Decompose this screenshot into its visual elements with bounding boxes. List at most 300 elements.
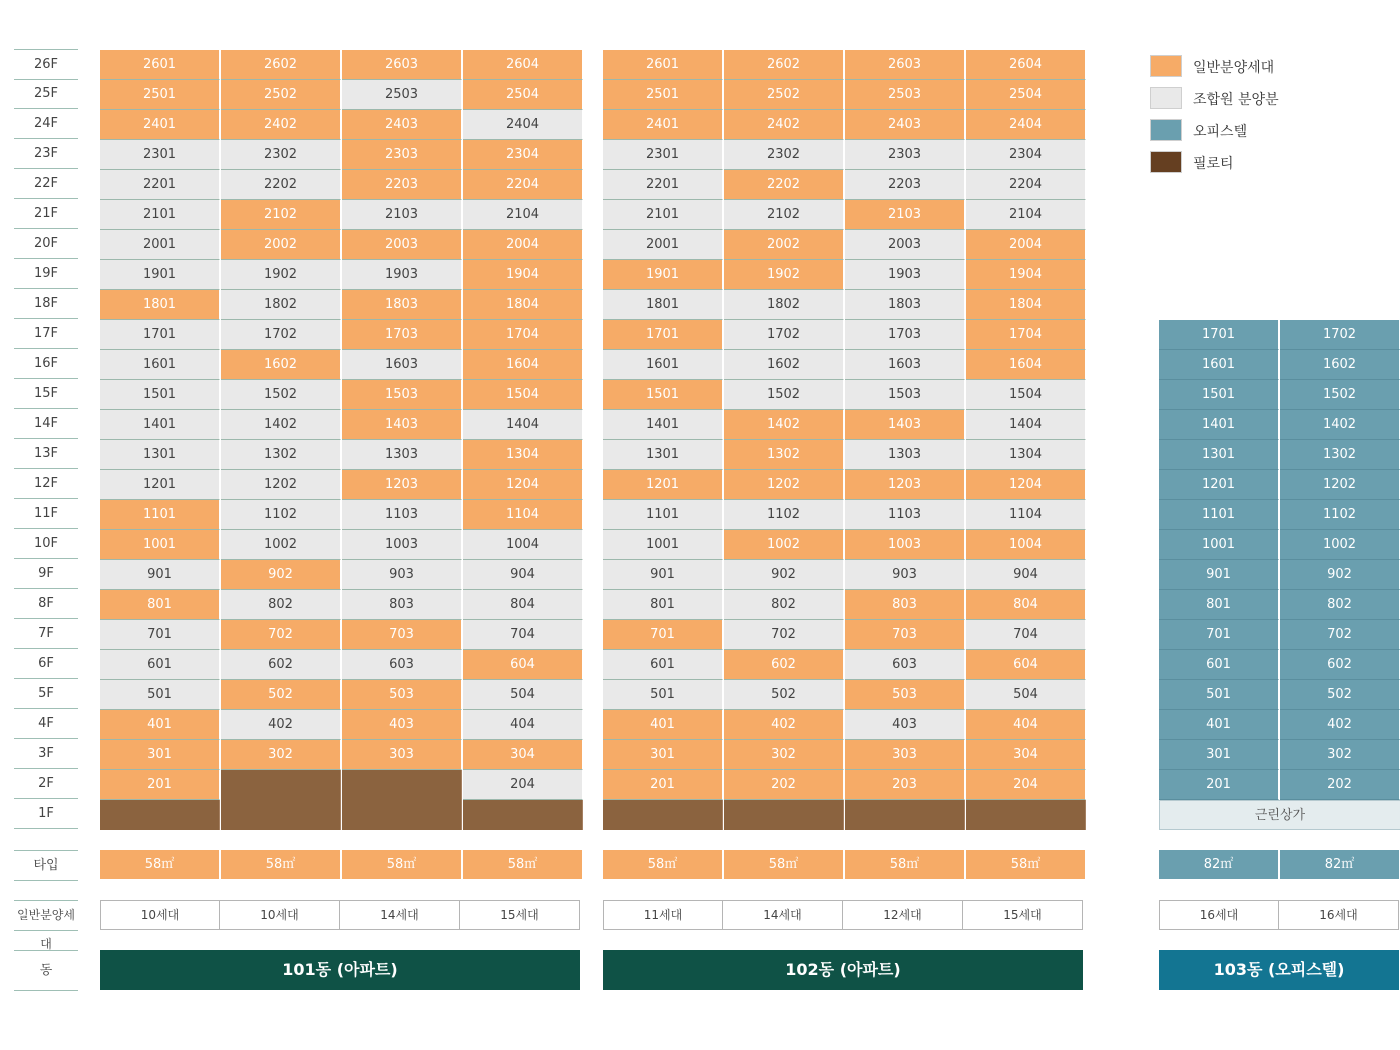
unit-cell-union: 1701: [100, 320, 220, 350]
unit-cell-office: 1501: [1159, 380, 1279, 410]
unit-cell-sale: 703: [342, 620, 462, 650]
unit-cell-sale: 2403: [342, 110, 462, 140]
floor-label: 21F: [14, 199, 78, 229]
unit-cell-sale: 604: [966, 650, 1086, 680]
legend-swatch-piloti: [1150, 151, 1182, 173]
unit-cell-office: 201: [1159, 770, 1279, 800]
unit-cell-sale: 604: [463, 650, 583, 680]
unit-cell-sale: 1504: [463, 380, 583, 410]
commercial-cell: 근린상가: [1159, 800, 1400, 830]
unit-cell-office: 301: [1159, 740, 1279, 770]
unit-cell-sale: 1501: [603, 380, 723, 410]
unit-cell-office: 1102: [1280, 500, 1400, 530]
unit-cell-office: 1402: [1280, 410, 1400, 440]
unit-cell-office: 702: [1280, 620, 1400, 650]
floor-label: 6F: [14, 649, 78, 679]
piloti-cell: [342, 800, 462, 830]
unit-cell-sale: 703: [845, 620, 965, 650]
unit-cell-union: 2001: [603, 230, 723, 260]
unit-cell-union: 1404: [463, 410, 583, 440]
unit-cell-office: 1201: [1159, 470, 1279, 500]
building-name-bar: 102동 (아파트): [603, 950, 1083, 990]
unit-cell-union: 1703: [845, 320, 965, 350]
unit-cell-union: 702: [724, 620, 844, 650]
unit-cell-union: 903: [845, 560, 965, 590]
unit-cell-sale: 402: [724, 710, 844, 740]
legend-label-office: 오피스텔: [1193, 124, 1248, 140]
unit-cell-sale: 2004: [463, 230, 583, 260]
unit-cell-sale: 2603: [845, 50, 965, 80]
legend-label-union: 조합원 분양분: [1193, 92, 1279, 108]
unit-cell-union: 1903: [342, 260, 462, 290]
unit-cell-sale: 503: [342, 680, 462, 710]
unit-cell-union: 1903: [845, 260, 965, 290]
unit-cell-sale: 401: [603, 710, 723, 740]
type-cell: 82㎡: [1159, 850, 1279, 879]
floor-label: 1F: [14, 799, 78, 829]
unit-cell-sale: 1704: [463, 320, 583, 350]
unit-cell-union: 904: [463, 560, 583, 590]
unit-cell-union: 204: [463, 770, 583, 800]
floor-label: 24F: [14, 109, 78, 139]
unit-cell-sale: 602: [724, 650, 844, 680]
dong-row-label: 동: [14, 950, 78, 991]
unit-cell-union: 1503: [845, 380, 965, 410]
unit-cell-sale: 2004: [966, 230, 1086, 260]
floor-label: 15F: [14, 379, 78, 409]
floor-label: 4F: [14, 709, 78, 739]
unit-cell-sale: 201: [603, 770, 723, 800]
unit-cell-union: 2302: [724, 140, 844, 170]
unit-cell-union: 1901: [100, 260, 220, 290]
unit-cell-sale: 1402: [724, 410, 844, 440]
unit-cell-sale: 304: [463, 740, 583, 770]
sale-count-cell: 15세대: [460, 900, 580, 930]
type-cell: 58㎡: [845, 850, 965, 879]
unit-cell-sale: 2303: [342, 140, 462, 170]
unit-cell-union: 2104: [966, 200, 1086, 230]
sale-count-cell: 14세대: [723, 900, 843, 930]
unit-cell-sale: 301: [603, 740, 723, 770]
unit-cell-union: 1402: [221, 410, 341, 440]
unit-cell-union: 2102: [724, 200, 844, 230]
unit-cell-union: 1601: [603, 350, 723, 380]
unit-cell-union: 1401: [100, 410, 220, 440]
unit-cell-union: 1602: [724, 350, 844, 380]
unit-cell-union: 1603: [342, 350, 462, 380]
unit-cell-sale: 2402: [221, 110, 341, 140]
unit-cell-sale: 701: [603, 620, 723, 650]
unit-cell-sale: 304: [966, 740, 1086, 770]
unit-cell-sale: 2501: [100, 80, 220, 110]
unit-cell-union: 1303: [845, 440, 965, 470]
building-name-bar: 101동 (아파트): [100, 950, 580, 990]
unit-cell-sale: 902: [221, 560, 341, 590]
building-name-bar: 103동 (오피스텔): [1159, 950, 1399, 990]
unit-cell-union: 1404: [966, 410, 1086, 440]
floor-label: 10F: [14, 529, 78, 559]
unit-cell-union: 901: [100, 560, 220, 590]
unit-cell-sale: 1403: [342, 410, 462, 440]
floor-label: 12F: [14, 469, 78, 499]
type-cell: 58㎡: [724, 850, 844, 879]
unit-cell-union: 1502: [221, 380, 341, 410]
piloti-cell: [724, 800, 844, 830]
sale-count-cell: 15세대: [963, 900, 1083, 930]
piloti-cell: [221, 800, 341, 830]
unit-cell-sale: 2202: [724, 170, 844, 200]
unit-cell-sale: 804: [966, 590, 1086, 620]
unit-cell-sale: 2604: [966, 50, 1086, 80]
floor-label: 11F: [14, 499, 78, 529]
unit-cell-union: 704: [463, 620, 583, 650]
floor-label: 3F: [14, 739, 78, 769]
sale-count-cell: 11세대: [603, 900, 723, 930]
floor-label: 16F: [14, 349, 78, 379]
unit-cell-office: 1602: [1280, 350, 1400, 380]
unit-cell-union: 1502: [724, 380, 844, 410]
unit-cell-union: 2202: [221, 170, 341, 200]
unit-cell-office: 1401: [1159, 410, 1279, 440]
unit-cell-sale: 2604: [463, 50, 583, 80]
unit-cell-sale: 2502: [724, 80, 844, 110]
unit-cell-sale: 1203: [845, 470, 965, 500]
unit-cell-union: 1301: [100, 440, 220, 470]
floor-label: 14F: [14, 409, 78, 439]
sale-count-cell: 16세대: [1159, 900, 1279, 930]
unit-cell-office: 801: [1159, 590, 1279, 620]
unit-cell-office: 502: [1280, 680, 1400, 710]
unit-cell-union: 2302: [221, 140, 341, 170]
unit-cell-sale: 401: [100, 710, 220, 740]
unit-cell-sale: 203: [845, 770, 965, 800]
floor-label: 20F: [14, 229, 78, 259]
unit-cell-sale: 502: [221, 680, 341, 710]
unit-cell-union: 1603: [845, 350, 965, 380]
unit-cell-union: 902: [724, 560, 844, 590]
unit-cell-sale: 1001: [100, 530, 220, 560]
unit-cell-union: 2503: [342, 80, 462, 110]
legend-swatch-office: [1150, 119, 1182, 141]
unit-cell-union: 2101: [100, 200, 220, 230]
unit-cell-sale: 2601: [603, 50, 723, 80]
unit-cell-union: 2001: [100, 230, 220, 260]
type-cell: 58㎡: [342, 850, 462, 879]
unit-cell-union: 1201: [100, 470, 220, 500]
unit-cell-sale: 2402: [724, 110, 844, 140]
unit-cell-union: 603: [342, 650, 462, 680]
unit-cell-union: 2201: [603, 170, 723, 200]
unit-cell-union: 2304: [966, 140, 1086, 170]
floor-label: 2F: [14, 769, 78, 799]
floor-label: 19F: [14, 259, 78, 289]
unit-cell-sale: 2003: [342, 230, 462, 260]
legend-label-sale: 일반분양세대: [1193, 60, 1275, 76]
unit-cell-union: 1501: [100, 380, 220, 410]
unit-cell-union: 2301: [603, 140, 723, 170]
unit-cell-office: 302: [1280, 740, 1400, 770]
unit-cell-office: 601: [1159, 650, 1279, 680]
unit-cell-sale: 1503: [342, 380, 462, 410]
unit-cell-union: 1702: [221, 320, 341, 350]
unit-cell-union: 601: [100, 650, 220, 680]
sale-count-cell: 16세대: [1279, 900, 1399, 930]
unit-cell-sale: 2601: [100, 50, 220, 80]
unit-cell-union: 804: [463, 590, 583, 620]
floor-label: 8F: [14, 589, 78, 619]
unit-cell-office: 202: [1280, 770, 1400, 800]
unit-cell-sale: 1604: [463, 350, 583, 380]
unit-cell-union: 1101: [603, 500, 723, 530]
unit-cell-union: 904: [966, 560, 1086, 590]
unit-cell-sale: 1701: [603, 320, 723, 350]
unit-cell-sale: 2102: [221, 200, 341, 230]
unit-cell-sale: 1204: [463, 470, 583, 500]
unit-cell-sale: 1204: [966, 470, 1086, 500]
unit-cell-union: 504: [966, 680, 1086, 710]
sale-count-row-label: 일반분양세대: [14, 900, 78, 931]
unit-cell-office: 1101: [1159, 500, 1279, 530]
unit-cell-union: 501: [603, 680, 723, 710]
piloti-cell: [221, 770, 341, 800]
legend-swatch-union: [1150, 87, 1182, 109]
unit-cell-union: 1802: [221, 290, 341, 320]
unit-cell-sale: 1602: [221, 350, 341, 380]
unit-cell-office: 1001: [1159, 530, 1279, 560]
type-row-label: 타입: [14, 850, 78, 881]
floor-label: 9F: [14, 559, 78, 589]
unit-cell-sale: 1803: [342, 290, 462, 320]
unit-cell-union: 1001: [603, 530, 723, 560]
unit-cell-union: 2303: [845, 140, 965, 170]
piloti-cell: [966, 800, 1086, 830]
type-cell: 58㎡: [463, 850, 583, 879]
unit-cell-sale: 2602: [724, 50, 844, 80]
unit-cell-union: 1803: [845, 290, 965, 320]
unit-cell-union: 402: [221, 710, 341, 740]
unit-cell-union: 1003: [342, 530, 462, 560]
unit-cell-union: 1902: [221, 260, 341, 290]
unit-cell-union: 2204: [966, 170, 1086, 200]
unit-cell-union: 601: [603, 650, 723, 680]
unit-cell-union: 1802: [724, 290, 844, 320]
type-cell: 82㎡: [1280, 850, 1400, 879]
unit-cell-union: 2201: [100, 170, 220, 200]
floor-label: 25F: [14, 79, 78, 109]
unit-cell-sale: 1704: [966, 320, 1086, 350]
unit-cell-office: 501: [1159, 680, 1279, 710]
unit-cell-union: 1104: [966, 500, 1086, 530]
unit-cell-sale: 1904: [463, 260, 583, 290]
unit-cell-office: 1701: [1159, 320, 1279, 350]
unit-cell-sale: 2204: [463, 170, 583, 200]
unit-cell-union: 504: [463, 680, 583, 710]
unit-cell-sale: 2103: [845, 200, 965, 230]
unit-cell-sale: 2404: [966, 110, 1086, 140]
floor-label: 17F: [14, 319, 78, 349]
unit-cell-sale: 302: [724, 740, 844, 770]
unit-cell-sale: 303: [342, 740, 462, 770]
unit-cell-union: 1102: [724, 500, 844, 530]
unit-cell-sale: 2304: [463, 140, 583, 170]
unit-cell-sale: 1302: [724, 440, 844, 470]
legend-label-piloti: 필로티: [1193, 156, 1234, 172]
unit-cell-sale: 1101: [100, 500, 220, 530]
piloti-cell: [463, 800, 583, 830]
piloti-cell: [603, 800, 723, 830]
unit-cell-office: 1202: [1280, 470, 1400, 500]
unit-cell-union: 901: [603, 560, 723, 590]
unit-cell-union: 701: [100, 620, 220, 650]
unit-cell-sale: 2401: [100, 110, 220, 140]
unit-cell-union: 903: [342, 560, 462, 590]
unit-cell-sale: 1804: [966, 290, 1086, 320]
unit-cell-sale: 2503: [845, 80, 965, 110]
unit-cell-union: 1801: [603, 290, 723, 320]
unit-cell-union: 802: [724, 590, 844, 620]
floor-label: 7F: [14, 619, 78, 649]
unit-cell-office: 1502: [1280, 380, 1400, 410]
unit-cell-sale: 1202: [724, 470, 844, 500]
unit-cell-sale: 1403: [845, 410, 965, 440]
unit-cell-sale: 1703: [342, 320, 462, 350]
unit-cell-union: 403: [845, 710, 965, 740]
unit-cell-sale: 2602: [221, 50, 341, 80]
unit-cell-union: 2101: [603, 200, 723, 230]
unit-cell-sale: 204: [966, 770, 1086, 800]
unit-cell-sale: 801: [100, 590, 220, 620]
unit-cell-sale: 2502: [221, 80, 341, 110]
unit-cell-union: 404: [463, 710, 583, 740]
unit-cell-union: 602: [221, 650, 341, 680]
unit-cell-union: 1504: [966, 380, 1086, 410]
piloti-cell: [342, 770, 462, 800]
unit-cell-sale: 2002: [221, 230, 341, 260]
unit-cell-office: 901: [1159, 560, 1279, 590]
unit-cell-sale: 2203: [342, 170, 462, 200]
floor-label: 22F: [14, 169, 78, 199]
unit-cell-sale: 1801: [100, 290, 220, 320]
unit-cell-office: 701: [1159, 620, 1279, 650]
unit-cell-union: 1304: [966, 440, 1086, 470]
unit-cell-union: 2104: [463, 200, 583, 230]
unit-cell-union: 603: [845, 650, 965, 680]
unit-cell-sale: 1201: [603, 470, 723, 500]
unit-cell-union: 802: [221, 590, 341, 620]
unit-cell-union: 1601: [100, 350, 220, 380]
unit-cell-union: 1302: [221, 440, 341, 470]
unit-cell-sale: 1901: [603, 260, 723, 290]
floor-label: 26F: [14, 49, 78, 80]
floor-label: 13F: [14, 439, 78, 469]
unit-cell-union: 1002: [221, 530, 341, 560]
unit-cell-union: 801: [603, 590, 723, 620]
unit-cell-union: 2003: [845, 230, 965, 260]
unit-cell-sale: 2504: [463, 80, 583, 110]
unit-cell-sale: 303: [845, 740, 965, 770]
unit-cell-union: 1103: [845, 500, 965, 530]
floor-label: 23F: [14, 139, 78, 169]
unit-cell-sale: 1004: [966, 530, 1086, 560]
piloti-cell: [100, 800, 220, 830]
unit-cell-union: 2404: [463, 110, 583, 140]
unit-cell-office: 1002: [1280, 530, 1400, 560]
unit-cell-sale: 2403: [845, 110, 965, 140]
type-cell: 58㎡: [221, 850, 341, 879]
unit-cell-union: 501: [100, 680, 220, 710]
unit-cell-sale: 2501: [603, 80, 723, 110]
unit-cell-union: 2301: [100, 140, 220, 170]
unit-cell-sale: 803: [845, 590, 965, 620]
unit-cell-office: 1702: [1280, 320, 1400, 350]
unit-cell-union: 704: [966, 620, 1086, 650]
unit-cell-office: 402: [1280, 710, 1400, 740]
unit-cell-office: 902: [1280, 560, 1400, 590]
unit-cell-sale: 301: [100, 740, 220, 770]
type-cell: 58㎡: [966, 850, 1086, 879]
unit-cell-union: 2103: [342, 200, 462, 230]
sale-count-cell: 10세대: [100, 900, 220, 930]
unit-cell-sale: 403: [342, 710, 462, 740]
unit-cell-sale: 1804: [463, 290, 583, 320]
piloti-cell: [845, 800, 965, 830]
unit-cell-union: 1102: [221, 500, 341, 530]
unit-cell-office: 1302: [1280, 440, 1400, 470]
unit-cell-sale: 1304: [463, 440, 583, 470]
unit-cell-office: 1601: [1159, 350, 1279, 380]
unit-cell-sale: 1203: [342, 470, 462, 500]
unit-cell-sale: 702: [221, 620, 341, 650]
unit-cell-sale: 1104: [463, 500, 583, 530]
unit-cell-union: 803: [342, 590, 462, 620]
unit-cell-sale: 201: [100, 770, 220, 800]
unit-cell-office: 401: [1159, 710, 1279, 740]
legend-swatch-sale: [1150, 55, 1182, 77]
unit-cell-office: 602: [1280, 650, 1400, 680]
unit-cell-office: 802: [1280, 590, 1400, 620]
unit-cell-sale: 302: [221, 740, 341, 770]
unit-cell-union: 1103: [342, 500, 462, 530]
unit-cell-sale: 2002: [724, 230, 844, 260]
unit-cell-union: 1301: [603, 440, 723, 470]
unit-cell-sale: 503: [845, 680, 965, 710]
unit-cell-sale: 1902: [724, 260, 844, 290]
sale-count-cell: 10세대: [220, 900, 340, 930]
unit-cell-sale: 1002: [724, 530, 844, 560]
unit-cell-union: 1401: [603, 410, 723, 440]
unit-cell-sale: 2603: [342, 50, 462, 80]
unit-cell-union: 1303: [342, 440, 462, 470]
unit-cell-office: 1301: [1159, 440, 1279, 470]
unit-cell-sale: 1904: [966, 260, 1086, 290]
unit-cell-sale: 1003: [845, 530, 965, 560]
sale-count-cell: 12세대: [843, 900, 963, 930]
unit-cell-union: 1702: [724, 320, 844, 350]
unit-cell-union: 2203: [845, 170, 965, 200]
unit-cell-union: 1202: [221, 470, 341, 500]
floor-label: 18F: [14, 289, 78, 319]
unit-cell-union: 502: [724, 680, 844, 710]
unit-cell-sale: 1604: [966, 350, 1086, 380]
unit-cell-sale: 202: [724, 770, 844, 800]
sale-count-cell: 14세대: [340, 900, 460, 930]
floor-label: 5F: [14, 679, 78, 709]
type-cell: 58㎡: [603, 850, 723, 879]
unit-cell-union: 1004: [463, 530, 583, 560]
type-cell: 58㎡: [100, 850, 220, 879]
unit-cell-sale: 2401: [603, 110, 723, 140]
unit-cell-sale: 404: [966, 710, 1086, 740]
